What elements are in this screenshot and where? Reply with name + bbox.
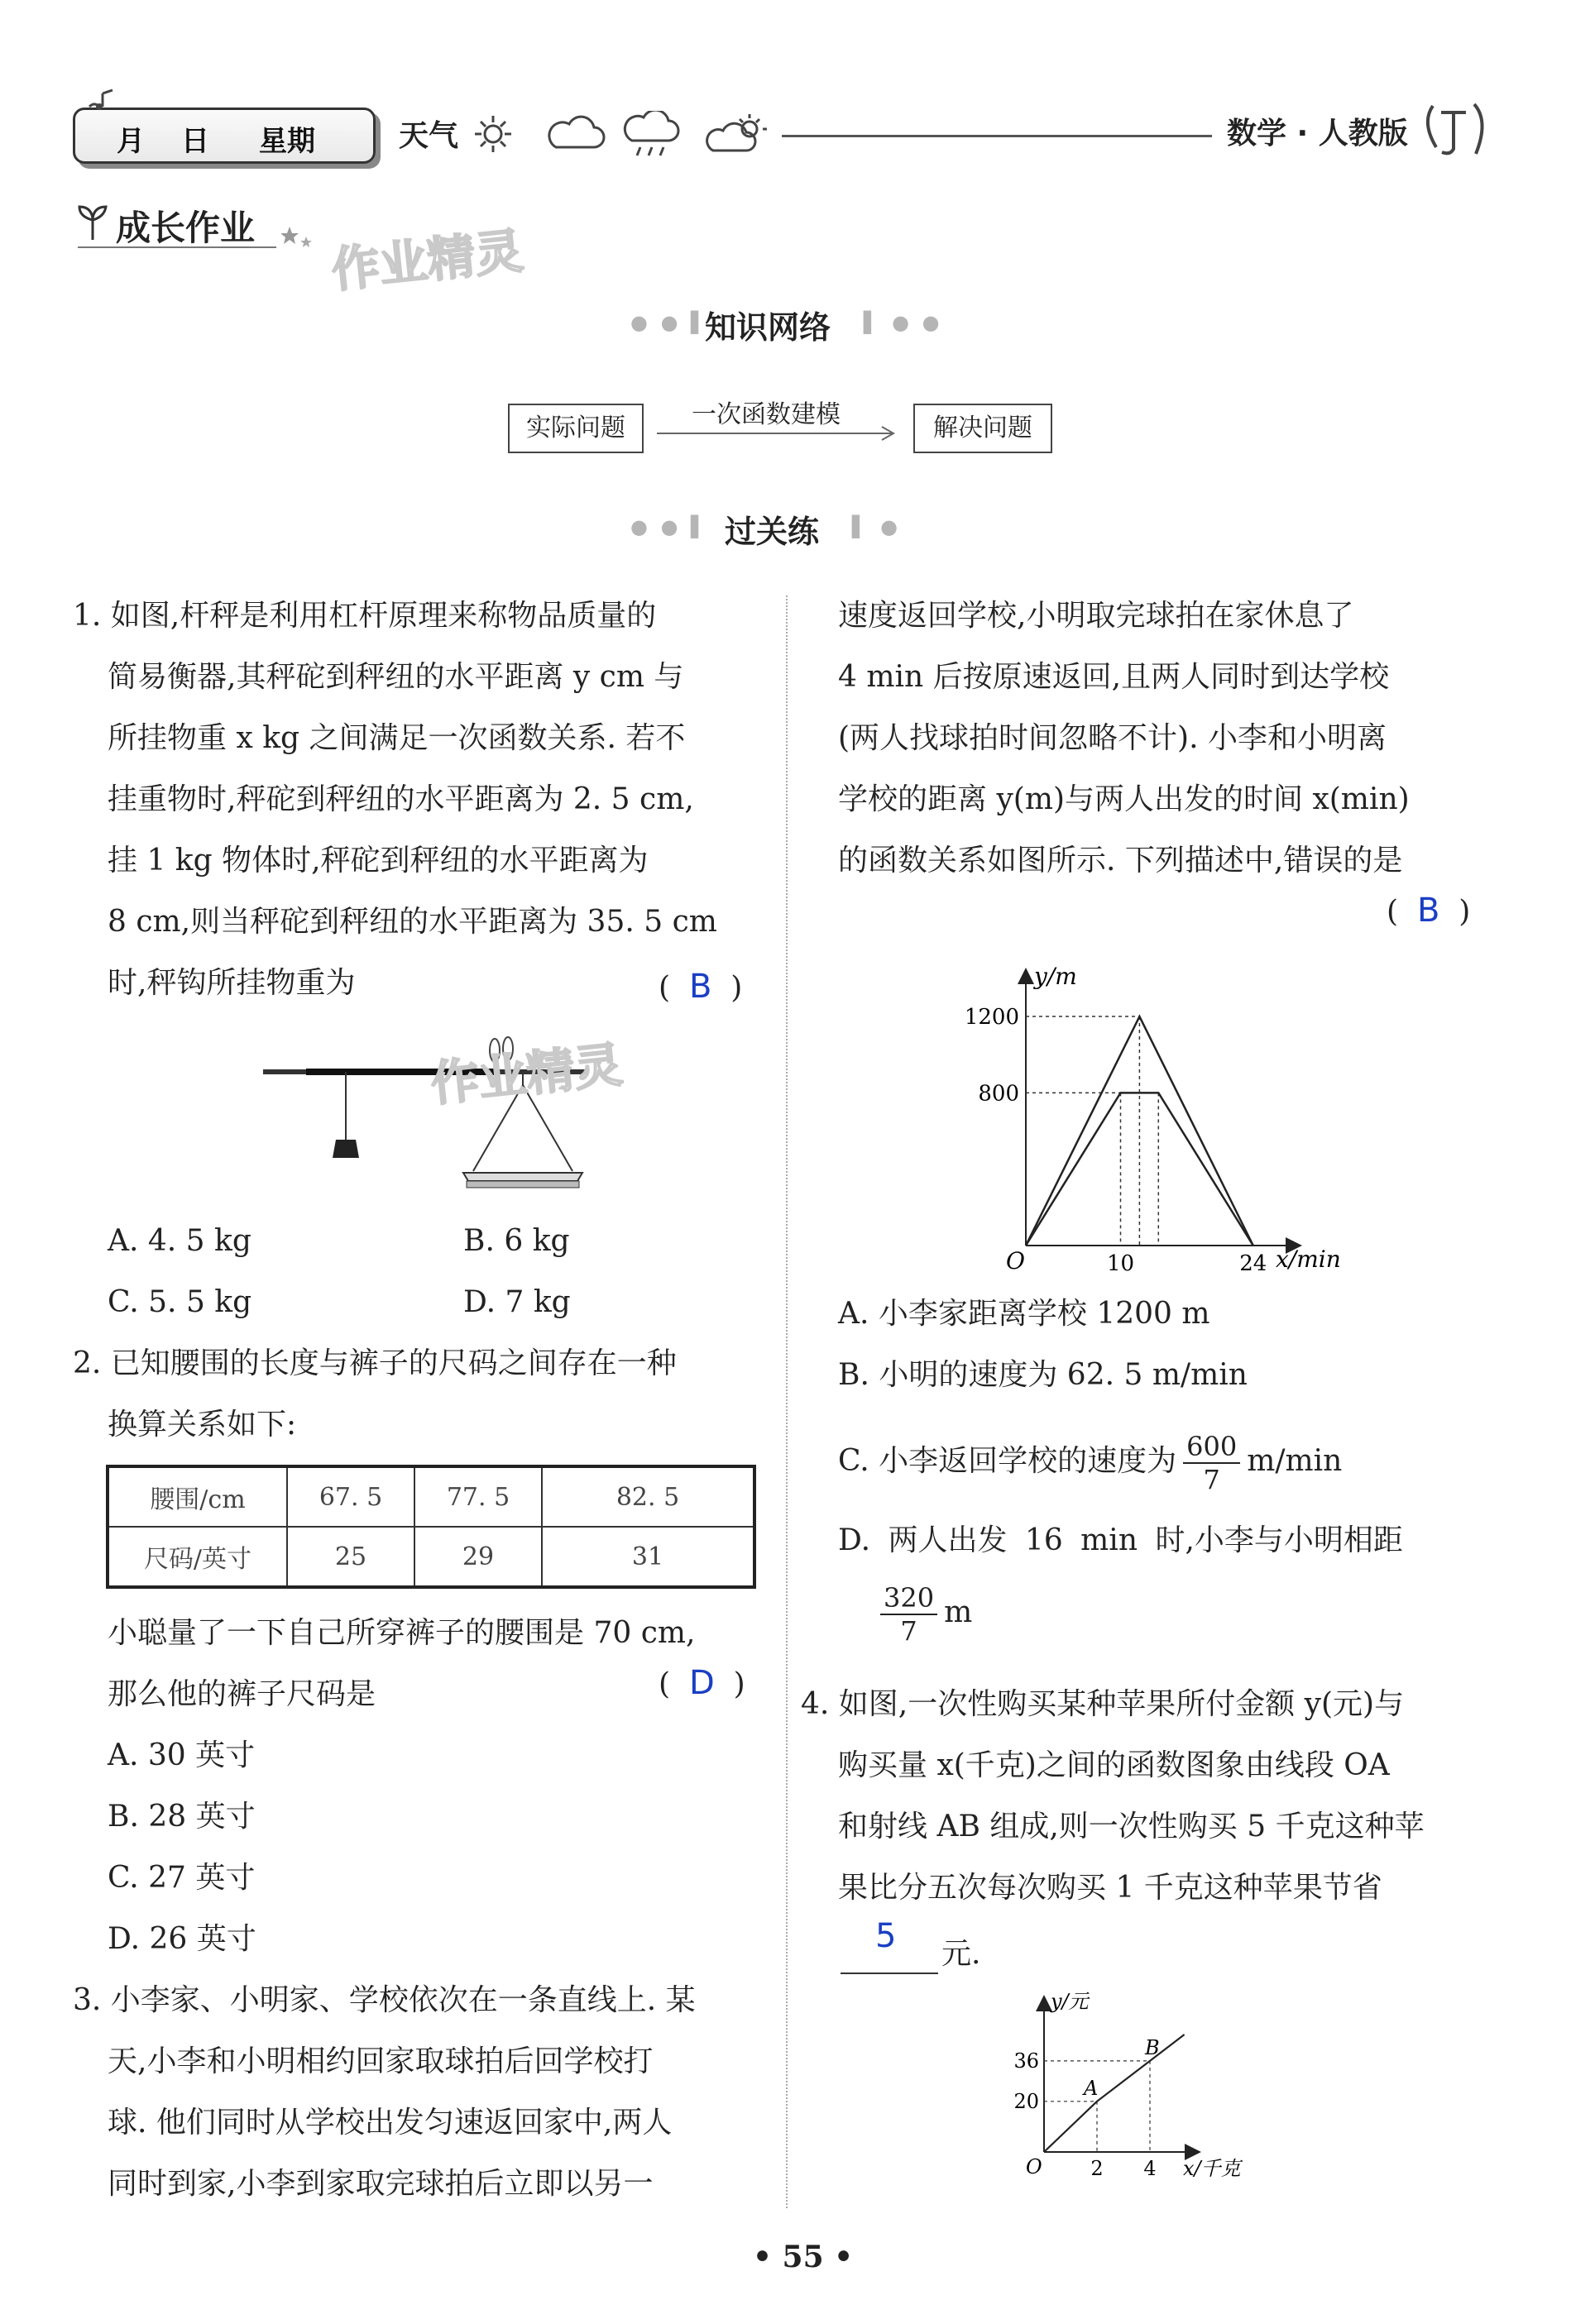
q4-answer: 5 xyxy=(875,1917,897,1955)
banner-dots-left: ● ● ▌ xyxy=(630,515,710,538)
right-arrow-icon xyxy=(654,420,902,445)
q4-line: 4. 如图,一次性购买某种苹果所付金额 y(元)与 xyxy=(801,1687,1405,1721)
watermark: 作业精灵 xyxy=(328,222,526,299)
section-rule xyxy=(78,246,276,248)
q1-option-c: C. 5. 5 kg xyxy=(108,1285,252,1319)
fraction xyxy=(1183,1431,1240,1495)
cloud-icon xyxy=(549,117,604,147)
q3-line: 学校的距离 y(m)与两人出发的时间 x(min) xyxy=(838,782,1410,816)
table-cell: 尺码/英寸 xyxy=(108,1527,287,1587)
x-axis-label: x/千克 xyxy=(1183,2157,1241,2180)
q3-option-d-value xyxy=(874,1571,972,1654)
partly-cloudy-icon xyxy=(707,114,767,151)
q4-line: 果比分五次每次购买 1 千克这种苹果节省 xyxy=(838,1871,1382,1905)
origin-label: O xyxy=(1026,2155,1042,2178)
q1-option-b: B. 6 kg xyxy=(463,1224,570,1258)
q1-line: 时,秤钩所挂物重为 xyxy=(108,966,356,1000)
table-cell: 31 xyxy=(542,1527,754,1587)
q3-option-c xyxy=(838,1416,1342,1507)
q1-option-a: A. 4. 5 kg xyxy=(108,1224,251,1258)
page-number: • 55 • xyxy=(753,2240,854,2274)
knowledge-title: 知识网络 xyxy=(705,309,831,346)
q3-options xyxy=(838,1284,1248,1406)
y-tick-label: 1200 xyxy=(964,1005,1019,1030)
q3-option-d: D. 两人出发 16 min 时,小李与小明相距 xyxy=(838,1523,1403,1557)
question-3 xyxy=(73,1970,696,2215)
question-1 xyxy=(73,586,717,1014)
q1-line: 简易衡器,其秤砣到秤纽的水平距离 y cm 与 xyxy=(108,660,684,694)
q4-unit: 元. xyxy=(941,1937,981,1971)
practice-title: 过关练 xyxy=(725,514,820,550)
q3-option-c-unit: m/min xyxy=(1247,1444,1343,1478)
subject-label: 数学 · 人教版 xyxy=(1227,117,1408,151)
table-row xyxy=(108,1466,754,1527)
q2-line: 那么他的裤子尺码是 xyxy=(108,1677,376,1711)
table-cell: 67. 5 xyxy=(287,1466,414,1527)
sun-icon xyxy=(475,116,511,152)
y-tick-label: 36 xyxy=(1013,2049,1039,2073)
question-2 xyxy=(73,1333,677,1456)
question-2-followup xyxy=(108,1603,695,1725)
y-axis-label: y/m xyxy=(1034,963,1077,990)
header-rule xyxy=(782,135,1212,137)
x-tick-label: 4 xyxy=(1143,2157,1157,2180)
x-tick-label: 10 xyxy=(1106,1251,1135,1276)
q2-options xyxy=(108,1725,256,1970)
q3-line: (两人找球拍时间忽略不计). 小李和小明离 xyxy=(838,721,1387,755)
size-table xyxy=(106,1465,756,1589)
month-label: 月 xyxy=(117,125,145,158)
q1-line: 挂重物时,秤砣到秤纽的水平距离为 2. 5 cm, xyxy=(108,782,694,816)
banner-dots-right: ▌ ● xyxy=(852,515,902,538)
sprout-icon xyxy=(76,203,109,241)
series-line xyxy=(1044,2035,1185,2152)
y-axis-label: y/元 xyxy=(1051,1990,1089,2013)
table-row xyxy=(108,1527,754,1587)
q3-line: 天,小李和小明相约回家取球拍后回学校打 xyxy=(108,2044,654,2078)
y-tick-label: 20 xyxy=(1013,2089,1039,2113)
q1-line: 8 cm,则当秤砣到秤纽的水平距离为 35. 5 cm xyxy=(108,905,717,939)
watermark: 作业精灵 xyxy=(428,1036,625,1112)
q3-option-d-unit: m xyxy=(944,1595,973,1629)
banner-dots-right: ▌ ● ● xyxy=(864,311,943,334)
weather-label: 天气 xyxy=(399,119,459,153)
x-axis-label: x/min xyxy=(1276,1246,1341,1273)
q2-option-a: A. 30 英寸 xyxy=(108,1738,256,1772)
section-title: 成长作业 xyxy=(116,208,256,248)
fraction xyxy=(880,1582,937,1647)
q2-line: 小聪量了一下自己所穿裤子的腰围是 70 cm, xyxy=(108,1616,696,1650)
chart-distance-time xyxy=(951,959,1365,1282)
q2-option-d: D. 26 英寸 xyxy=(108,1922,256,1956)
star-icon xyxy=(281,225,314,251)
q3-option-a: A. 小李家距离学校 1200 m xyxy=(838,1297,1210,1331)
question-3-continued xyxy=(838,586,1410,892)
table-cell: 腰围/cm xyxy=(108,1466,287,1527)
column-divider xyxy=(786,595,788,2208)
q3-line: 的函数关系如图所示. 下列描述中,错误的是 xyxy=(838,844,1403,877)
logo-icon xyxy=(1416,96,1491,162)
numerator: 600 xyxy=(1183,1431,1240,1464)
origin-label: O xyxy=(1006,1247,1025,1274)
rain-icon xyxy=(625,111,678,155)
knowledge-box-problem: 实际问题 xyxy=(508,404,644,453)
music-note-icon xyxy=(83,85,132,113)
answer-blank xyxy=(841,1973,938,1974)
q4-line: 购买量 x(千克)之间的函数图象由线段 OA xyxy=(838,1748,1390,1782)
q3-line: 4 min 后按原速返回,且两人同时到达学校 xyxy=(838,660,1390,694)
weekday-label: 星期 xyxy=(259,125,315,158)
y-tick-label: 800 xyxy=(978,1081,1019,1107)
q2-option-b: B. 28 英寸 xyxy=(108,1800,256,1834)
q3-line: 同时到家,小李到家取完球拍后立即以另一 xyxy=(108,2167,654,2201)
q3-answer-bracket: ( B ) xyxy=(1387,892,1471,930)
q3-option-c-text: C. 小李返回学校的速度为 xyxy=(838,1444,1177,1478)
q2-answer: D xyxy=(688,1664,715,1702)
x-tick-label: 2 xyxy=(1090,2157,1104,2180)
q2-line: 2. 已知腰围的长度与裤子的尺码之间存在一种 xyxy=(73,1346,677,1380)
table-cell: 77. 5 xyxy=(414,1466,542,1527)
q1-option-d: D. 7 kg xyxy=(463,1285,571,1319)
banner-dots-left: ● ● ▌ xyxy=(630,311,710,334)
point-a-label: A xyxy=(1084,2076,1099,2100)
denominator: 7 xyxy=(900,1615,917,1647)
knowledge-arrow-label: 一次函数建模 xyxy=(692,400,841,429)
q3-line: 速度返回学校,小明取完球拍在家休息了 xyxy=(838,599,1354,633)
table-cell: 25 xyxy=(287,1527,414,1587)
q1-line: 挂 1 kg 物体时,秤砣到秤纽的水平距离为 xyxy=(108,844,649,877)
q3-option-b: B. 小明的速度为 62. 5 m/min xyxy=(838,1358,1248,1392)
day-label: 日 xyxy=(181,125,209,158)
chart-price-weight xyxy=(989,1983,1271,2190)
q2-line: 换算关系如下: xyxy=(108,1408,297,1442)
x-tick-label: 24 xyxy=(1239,1251,1267,1276)
weather-icons xyxy=(470,111,776,160)
q1-line: 1. 如图,杆秤是利用杠杆原理来称物品质量的 xyxy=(73,599,657,633)
point-b-label: B xyxy=(1145,2035,1160,2059)
q3-line: 3. 小李家、小明家、学校依次在一条直线上. 某 xyxy=(73,1983,696,2017)
q2-answer-bracket: ( D ) xyxy=(659,1664,745,1702)
q1-answer: B xyxy=(688,968,712,1006)
denominator: 7 xyxy=(1203,1464,1220,1495)
q3-line: 球. 他们同时从学校出发匀速返回家中,两人 xyxy=(108,2106,673,2140)
knowledge-box-solve: 解决问题 xyxy=(913,404,1052,453)
table-cell: 29 xyxy=(414,1527,542,1587)
q1-line: 所挂物重 x kg 之间满足一次函数关系. 若不 xyxy=(108,721,686,755)
table-cell: 82. 5 xyxy=(542,1466,754,1527)
q1-answer-bracket: ( B ) xyxy=(659,968,743,1006)
q2-option-c: C. 27 英寸 xyxy=(108,1861,256,1895)
question-4 xyxy=(801,1674,1425,1919)
numerator: 320 xyxy=(880,1582,937,1615)
date-box xyxy=(73,108,376,164)
q3-answer: B xyxy=(1416,892,1440,930)
q4-line: 和射线 AB 组成,则一次性购买 5 千克这种苹 xyxy=(838,1810,1425,1843)
